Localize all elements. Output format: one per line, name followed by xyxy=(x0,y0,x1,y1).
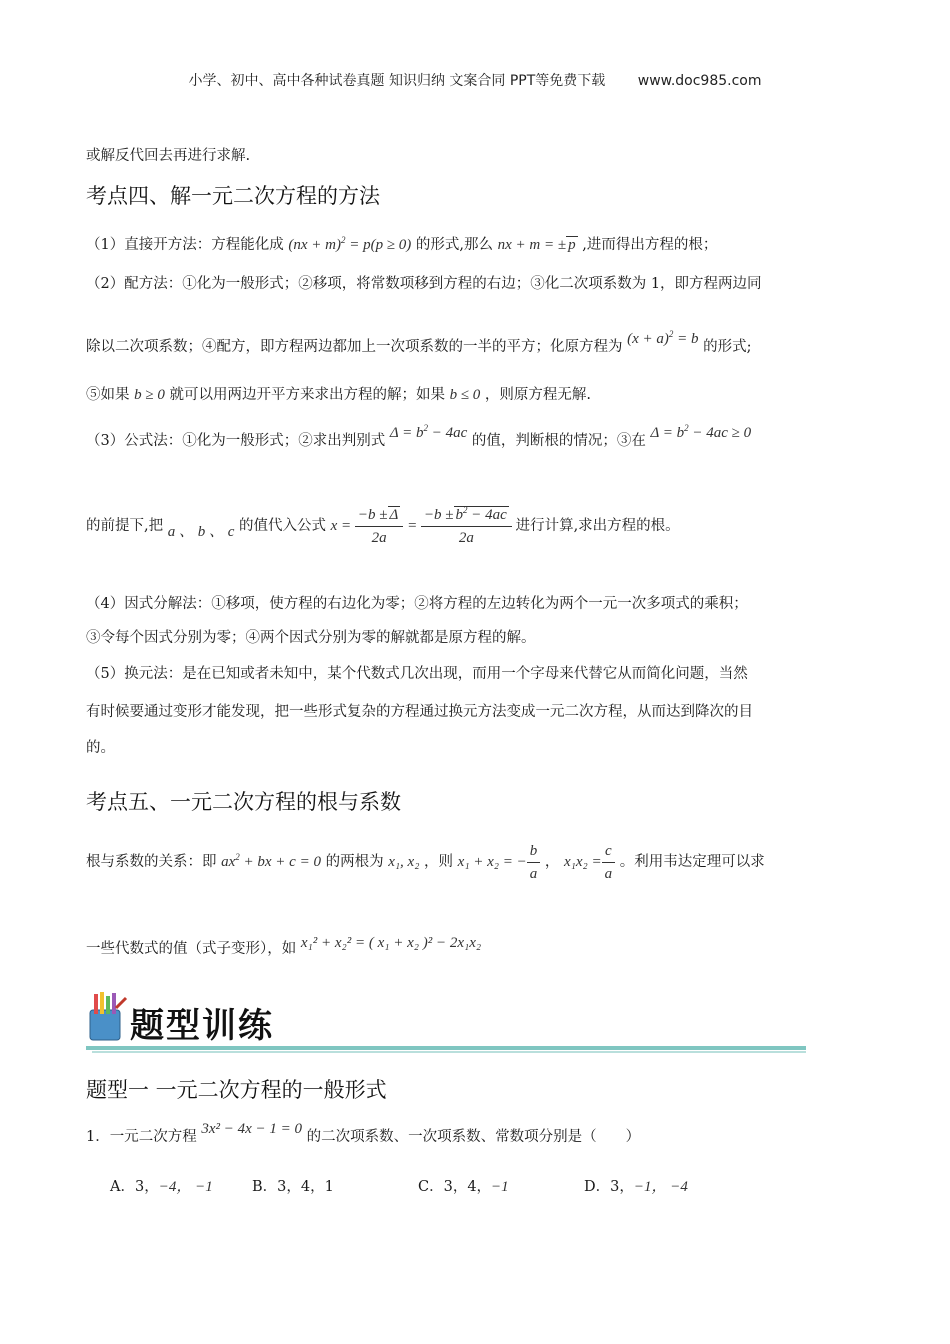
method1-line xyxy=(86,236,717,254)
banner-divider-shadow xyxy=(92,1051,806,1053)
method2-formula2: b ≥ 0 xyxy=(134,387,165,403)
roots-symbols: x₁, x₂ xyxy=(388,853,420,870)
method2-line3: ⑤如果 b ≥ 0 就可以用两边开平方来求出方程的解；如果 b ≤ 0 ，则原方程无解. xyxy=(86,387,592,403)
option-d[interactable]: D．3，−1， −4 xyxy=(584,1179,688,1195)
vieta-line1: 根与系数的关系：即 $ax^2$ + bx + c = 0 的两根为 x₁, x₂ ，则 x₁ + x₂ = − $\frac{b}{a}$ ， x₁x₂ = $\frac{c}{a}$ 。利用韦达定理可以求 xyxy=(86,843,765,882)
method2-line2: 除以二次项系数；④配方，即方程两边都加上一次项系数的一半的平方；化原方程为 $(x + a)^2 = b$ 的形式; xyxy=(86,329,752,355)
option-b[interactable]: B．3，4，1 xyxy=(252,1179,334,1195)
method3-line2: 的前提下,把 a 、 b 、 c 的值代入公式 x = $\frac{-b \pm \Delta}{2a}$ = $\frac{-b \pm b^2 - 4ac}{2a}$ 进行计算,求出方程的根。 xyxy=(86,505,680,546)
header-text: 小学、初中、高中各种试卷真题 知识归纳 文案合同 PPT等免费下载 xyxy=(188,73,606,89)
vieta-line2: 一些代数式的值（式子变形），如 x₁² + x₂² = ( x₁ + x₂ )² − 2x₁x₂ xyxy=(86,935,482,957)
intro-line: 或解反代回去再进行求解. xyxy=(86,148,251,164)
method1-text-c: ,进而得出方程的根； xyxy=(582,237,718,253)
product-of-roots: x₁x₂ = $\frac{c}{a}$ xyxy=(564,854,615,870)
method4-line1: （4）因式分解法：①移项，使方程的右边化为零；②将方程的左边转化为两个一元一次多项式的乘积； xyxy=(86,596,748,612)
method5-line1: （5）换元法：是在已知或者未知中，某个代数式几次出现，而用一个字母来代替它从而简化问题，当然 xyxy=(86,666,748,682)
section4-title: 考点四、解一元二次方程的方法 xyxy=(86,184,380,208)
method2-formula3: b ≤ 0 xyxy=(449,387,481,403)
method3-condition: $\Delta = b^2 - 4ac \ge 0$ xyxy=(650,423,752,441)
question1: 1．一元二次方程 3x² − 4x − 1 = 0 的二次项系数、一次项系数、常数项分别是（ ） xyxy=(86,1121,641,1145)
method3-line1: （3）公式法：①化为一般形式；②求出判别式 $\Delta = b^2 - 4ac$ 的值，判断根的情况；③在 $\Delta = b^2 - 4ac \ge 0$ xyxy=(86,423,752,449)
quadratic-formula: x = $\frac{-b \pm \Delta}{2a}$ = $\frac{-b \pm b^2 - 4ac}{2a}$ xyxy=(331,518,516,534)
section-banner xyxy=(86,986,806,1056)
option-c[interactable]: C．3，4，−1 xyxy=(418,1179,509,1195)
method3-coefficients: a 、 b 、 c xyxy=(167,523,235,540)
method2-formula1: $(x + a)^2 = b$ xyxy=(627,329,699,347)
method1-text-a: （1）直接开方法：方程能化成 xyxy=(86,237,284,253)
method1-formula2: nx + m = ± p xyxy=(497,237,576,253)
method1-text-b: 的形式,那么 xyxy=(415,237,494,253)
question1-equation: 3x² − 4x − 1 = 0 xyxy=(201,1121,303,1137)
banner-title: 题型训练 xyxy=(130,1006,274,1046)
method3-discriminant: $\Delta = b^2 - 4ac$ xyxy=(389,423,468,441)
type1-title: 题型一 一元二次方程的一般形式 xyxy=(86,1078,387,1102)
method5-line2: 有时候要通过变形才能发现，把一些形式复杂的方程通过换元方法变成一元二次方程，从而达到降次的目 xyxy=(86,704,753,720)
method1-formula1: (nx + m)$^2$ = p(p ≥ 0) xyxy=(288,235,412,253)
banner-divider xyxy=(86,1046,806,1050)
header-url[interactable]: www.doc985.com xyxy=(637,73,762,89)
pencil-cup-icon xyxy=(86,990,128,1042)
section5-title: 考点五、一元二次方程的根与系数 xyxy=(86,790,401,814)
option-a[interactable]: A．3，−4， −1 xyxy=(110,1179,213,1195)
method4-line2: ③令每个因式分别为零；④两个因式分别为零的解就都是原方程的解。 xyxy=(86,630,536,646)
method5-line3: 的。 xyxy=(86,740,115,756)
quadratic-equation: $ax^2$ + bx + c = 0 xyxy=(221,851,321,870)
vieta-example: x₁² + x₂² = ( x₁ + x₂ )² − 2x₁x₂ xyxy=(300,935,482,951)
page-header xyxy=(0,70,950,90)
sum-of-roots: x₁ + x₂ = − $\frac{b}{a}$ xyxy=(458,854,541,870)
method2-line1: （2）配方法：①化为一般形式；②移项，将常数项移到方程的右边；③化二次项系数为 1，即方程两边同 xyxy=(86,276,762,292)
